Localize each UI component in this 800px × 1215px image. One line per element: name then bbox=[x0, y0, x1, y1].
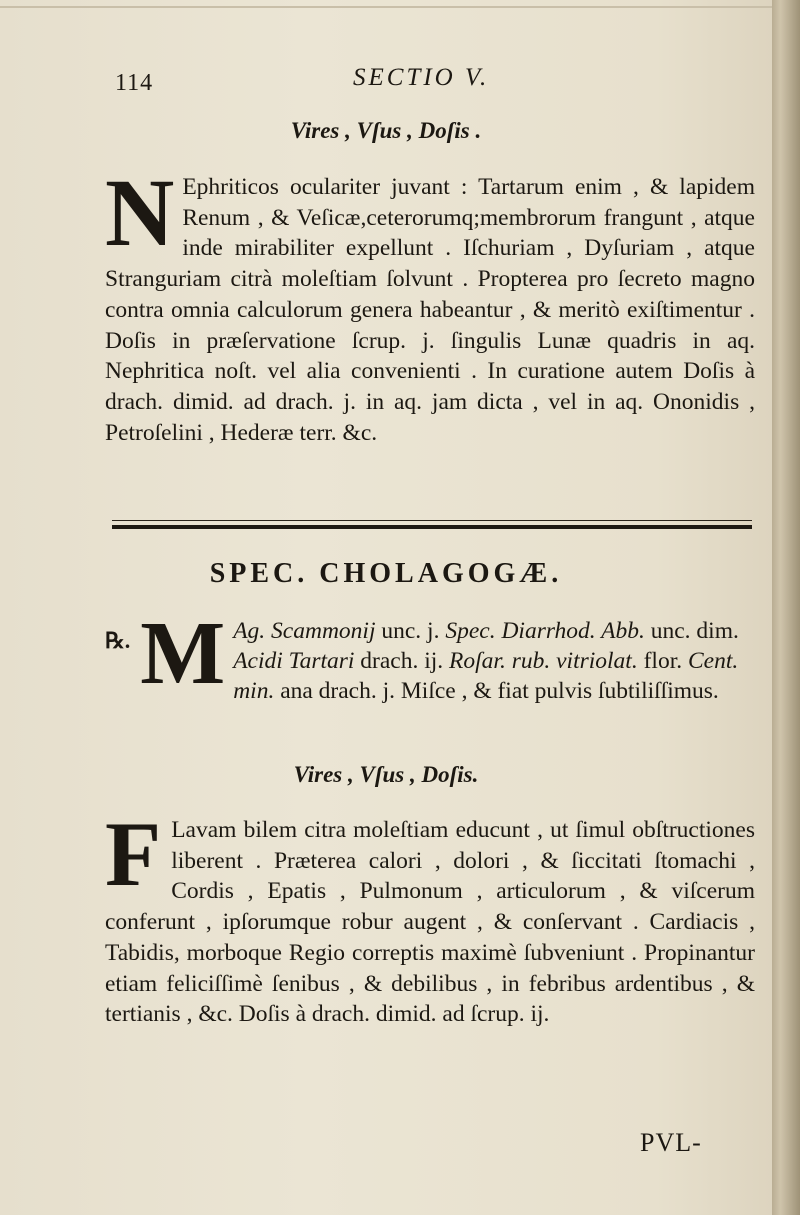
page-top-edge bbox=[0, 6, 772, 8]
recipe-part: ana drach. j. Miſce , & fiat pulvis ſubtiliſſimus. bbox=[274, 678, 719, 704]
recipe-part: Acidi Tartari bbox=[233, 648, 355, 674]
section2-body-text: Lavam bilem citra moleſtiam educunt , ut ſimul obſtructiones liberent . Præterea calori , dolori , & ſiccitati ſtomachi , Cordis , Epatis , Pulmonum , articulorum , & viſcerum conferunt , ipſorumque robur augent , & conſervant . Cardiacis , Tabidis, morboque Regio correptis maximè ſubveniunt . Propinantur etiam feliciſſimè ſenibus , & debilibus , in febribus ardentibus , & tertianis , &c. Doſis à drach. dimid. ad ſcrup. ij. bbox=[105, 817, 755, 1028]
section2-subtitle: Vires , Vſus , Doſis. bbox=[293, 762, 479, 787]
section1-subtitle: Vires , Vſus , Doſis . bbox=[290, 118, 482, 143]
recipe-paragraph bbox=[105, 604, 755, 706]
dropcap-m: M bbox=[140, 604, 226, 703]
section1-body-text: Ephriticos oculariter juvant : Tartarum enim , & lapidem Renum , & Veſicæ,ceterorumq;membrorum frangunt , atque inde mirabiliter expellunt . Iſchuriam , Dyſuriam , atque Stranguriam citrà moleſtiam ſolvunt . Propterea pro ſecreto magno contra omnia calculorum genera habeantur , & meritò exiſtimentur . Doſis in præſervatione ſcrup. j. ſingulis Lunæ quadris in aq. Nephritica noſt. vel alia convenienti . In curatione autem Doſis à drach. dimid. ad drach. j. in aq. jam dicta , vel in aq. Ononidis , Petroſelini , Hederæ terr. &c. bbox=[105, 174, 755, 446]
dropcap-f: F bbox=[105, 803, 162, 905]
page-header bbox=[0, 62, 772, 102]
catchword: PVL- bbox=[640, 1128, 702, 1157]
running-title: SECTIO V. bbox=[353, 64, 490, 91]
section1-paragraph bbox=[105, 159, 755, 448]
recipe-symbol: ℞. bbox=[105, 628, 131, 653]
recipe-part: Ag. Scammonij bbox=[233, 618, 376, 644]
rule-thick bbox=[112, 525, 752, 529]
page-number: 114 bbox=[115, 70, 154, 96]
recipe-part: Roſar. rub. vitriolat. bbox=[449, 648, 638, 674]
rule-thin bbox=[112, 520, 752, 521]
recipe-part: unc. dim. bbox=[644, 618, 739, 644]
page-edge bbox=[772, 0, 800, 1215]
dropcap-n: N bbox=[105, 159, 175, 266]
recipe-part: drach. ij. bbox=[354, 648, 450, 674]
recipe-part: flor. bbox=[637, 648, 688, 674]
recipe-part: unc. j. bbox=[375, 618, 446, 644]
recipe-heading: SPEC. CHOLAGOGÆ. bbox=[209, 558, 563, 589]
recipe-part: Spec. Diarrhod. Abb. bbox=[445, 618, 645, 644]
section2-paragraph bbox=[105, 803, 755, 1030]
recipe-text bbox=[233, 618, 739, 704]
recipe-part: Cent. min. bbox=[233, 648, 739, 704]
